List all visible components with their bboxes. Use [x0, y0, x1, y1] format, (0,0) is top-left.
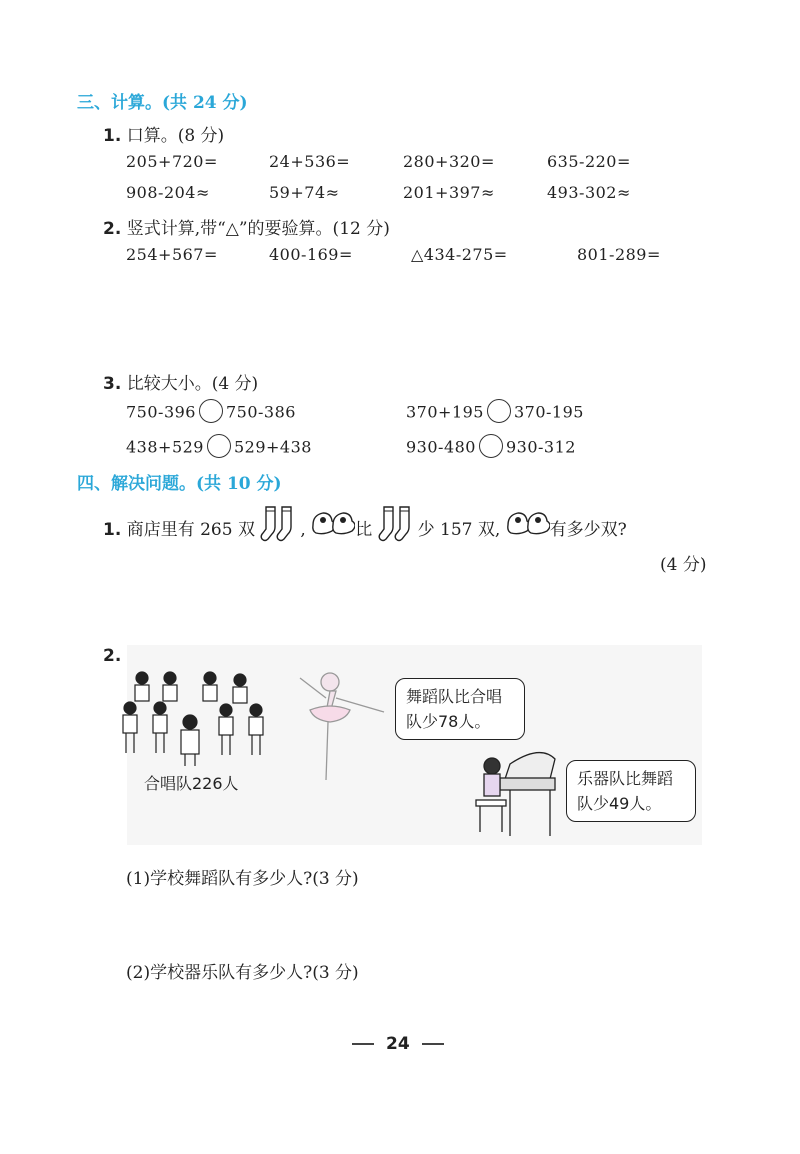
section-4-title: 四、解决问题。(共 10 分)	[77, 474, 282, 494]
shoes-icon	[311, 509, 355, 544]
oral-calc-4: 635-220=	[547, 152, 631, 171]
estimate-4: 493-302≈	[547, 183, 631, 202]
compare-1	[126, 401, 296, 425]
estimate-1: 908-204≈	[126, 183, 210, 202]
compare-circle-3[interactable]	[207, 434, 231, 458]
piano-illustration	[470, 744, 560, 839]
compare-2-left: 370+195	[406, 402, 484, 422]
vertical-calc-1: 254+567=	[126, 245, 218, 264]
socks-icon-2	[378, 504, 418, 549]
problem-1-text-c: 比	[355, 520, 373, 540]
compare-3-left: 438+529	[126, 437, 204, 457]
question-3-text: 比较大小。(4 分)	[126, 374, 259, 394]
problem-2-number: 2.	[103, 646, 122, 666]
compare-3-right: 529+438	[233, 437, 312, 457]
choir-label: 合唱队226人	[144, 774, 239, 793]
compare-circle-2[interactable]	[487, 399, 511, 423]
vertical-calc-3: △434-275=	[411, 245, 508, 264]
socks-icon	[260, 504, 300, 549]
shoes-icon-2	[506, 509, 550, 544]
dancer-illustration	[280, 668, 390, 788]
question-3-number: 3.	[103, 374, 122, 394]
estimate-2: 59+74≈	[269, 183, 340, 202]
problem-1-text-e: 有多少双?	[549, 520, 627, 540]
question-2	[103, 214, 390, 239]
question-2-number: 2.	[103, 219, 122, 239]
page-footer	[340, 1034, 456, 1054]
oral-calc-3: 280+320=	[403, 152, 495, 171]
problem-1-text-d: 少 157 双,	[417, 520, 501, 540]
compare-circle-1[interactable]	[199, 399, 223, 423]
estimate-3: 201+397≈	[403, 183, 495, 202]
problem-1-number: 1.	[103, 520, 122, 540]
footer-dash-right	[422, 1043, 444, 1045]
compare-4-right: 930-312	[505, 437, 576, 457]
choir-illustration	[120, 668, 270, 768]
subquestion-2: (2)学校器乐队有多少人?(3 分)	[126, 963, 359, 983]
question-1-number: 1.	[103, 126, 122, 146]
compare-circle-4[interactable]	[479, 434, 503, 458]
vertical-calc-4: 801-289=	[577, 245, 661, 264]
compare-4	[406, 436, 576, 460]
oral-calc-2: 24+536=	[269, 152, 351, 171]
page-number: 24	[386, 1034, 410, 1054]
subquestion-1: (1)学校舞蹈队有多少人?(3 分)	[126, 869, 359, 889]
speech-bubble-band: 乐器队比舞蹈队少49人。	[566, 760, 696, 822]
problem-1-text-b: ,	[300, 520, 306, 540]
question-2-text: 竖式计算,带“△”的要验算。(12 分)	[126, 219, 390, 239]
question-3	[103, 369, 258, 394]
problem-1	[103, 508, 627, 553]
problem-1-text-a: 商店里有 265 双	[126, 520, 255, 540]
compare-2	[406, 401, 584, 425]
compare-4-left: 930-480	[406, 437, 476, 457]
vertical-calc-2: 400-169=	[269, 245, 353, 264]
compare-1-right: 750-386	[225, 402, 296, 422]
compare-2-right: 370-195	[513, 402, 584, 422]
section-3-title: 三、计算。(共 24 分)	[77, 93, 248, 113]
speech-bubble-dance: 舞蹈队比合唱队少78人。	[395, 678, 525, 740]
compare-1-left: 750-396	[126, 402, 196, 422]
compare-3	[126, 436, 312, 460]
question-1	[103, 121, 224, 146]
oral-calc-1: 205+720=	[126, 152, 218, 171]
footer-dash-left	[352, 1043, 374, 1045]
question-1-text: 口算。(8 分)	[126, 126, 225, 146]
problem-1-points: (4 分)	[660, 555, 707, 575]
